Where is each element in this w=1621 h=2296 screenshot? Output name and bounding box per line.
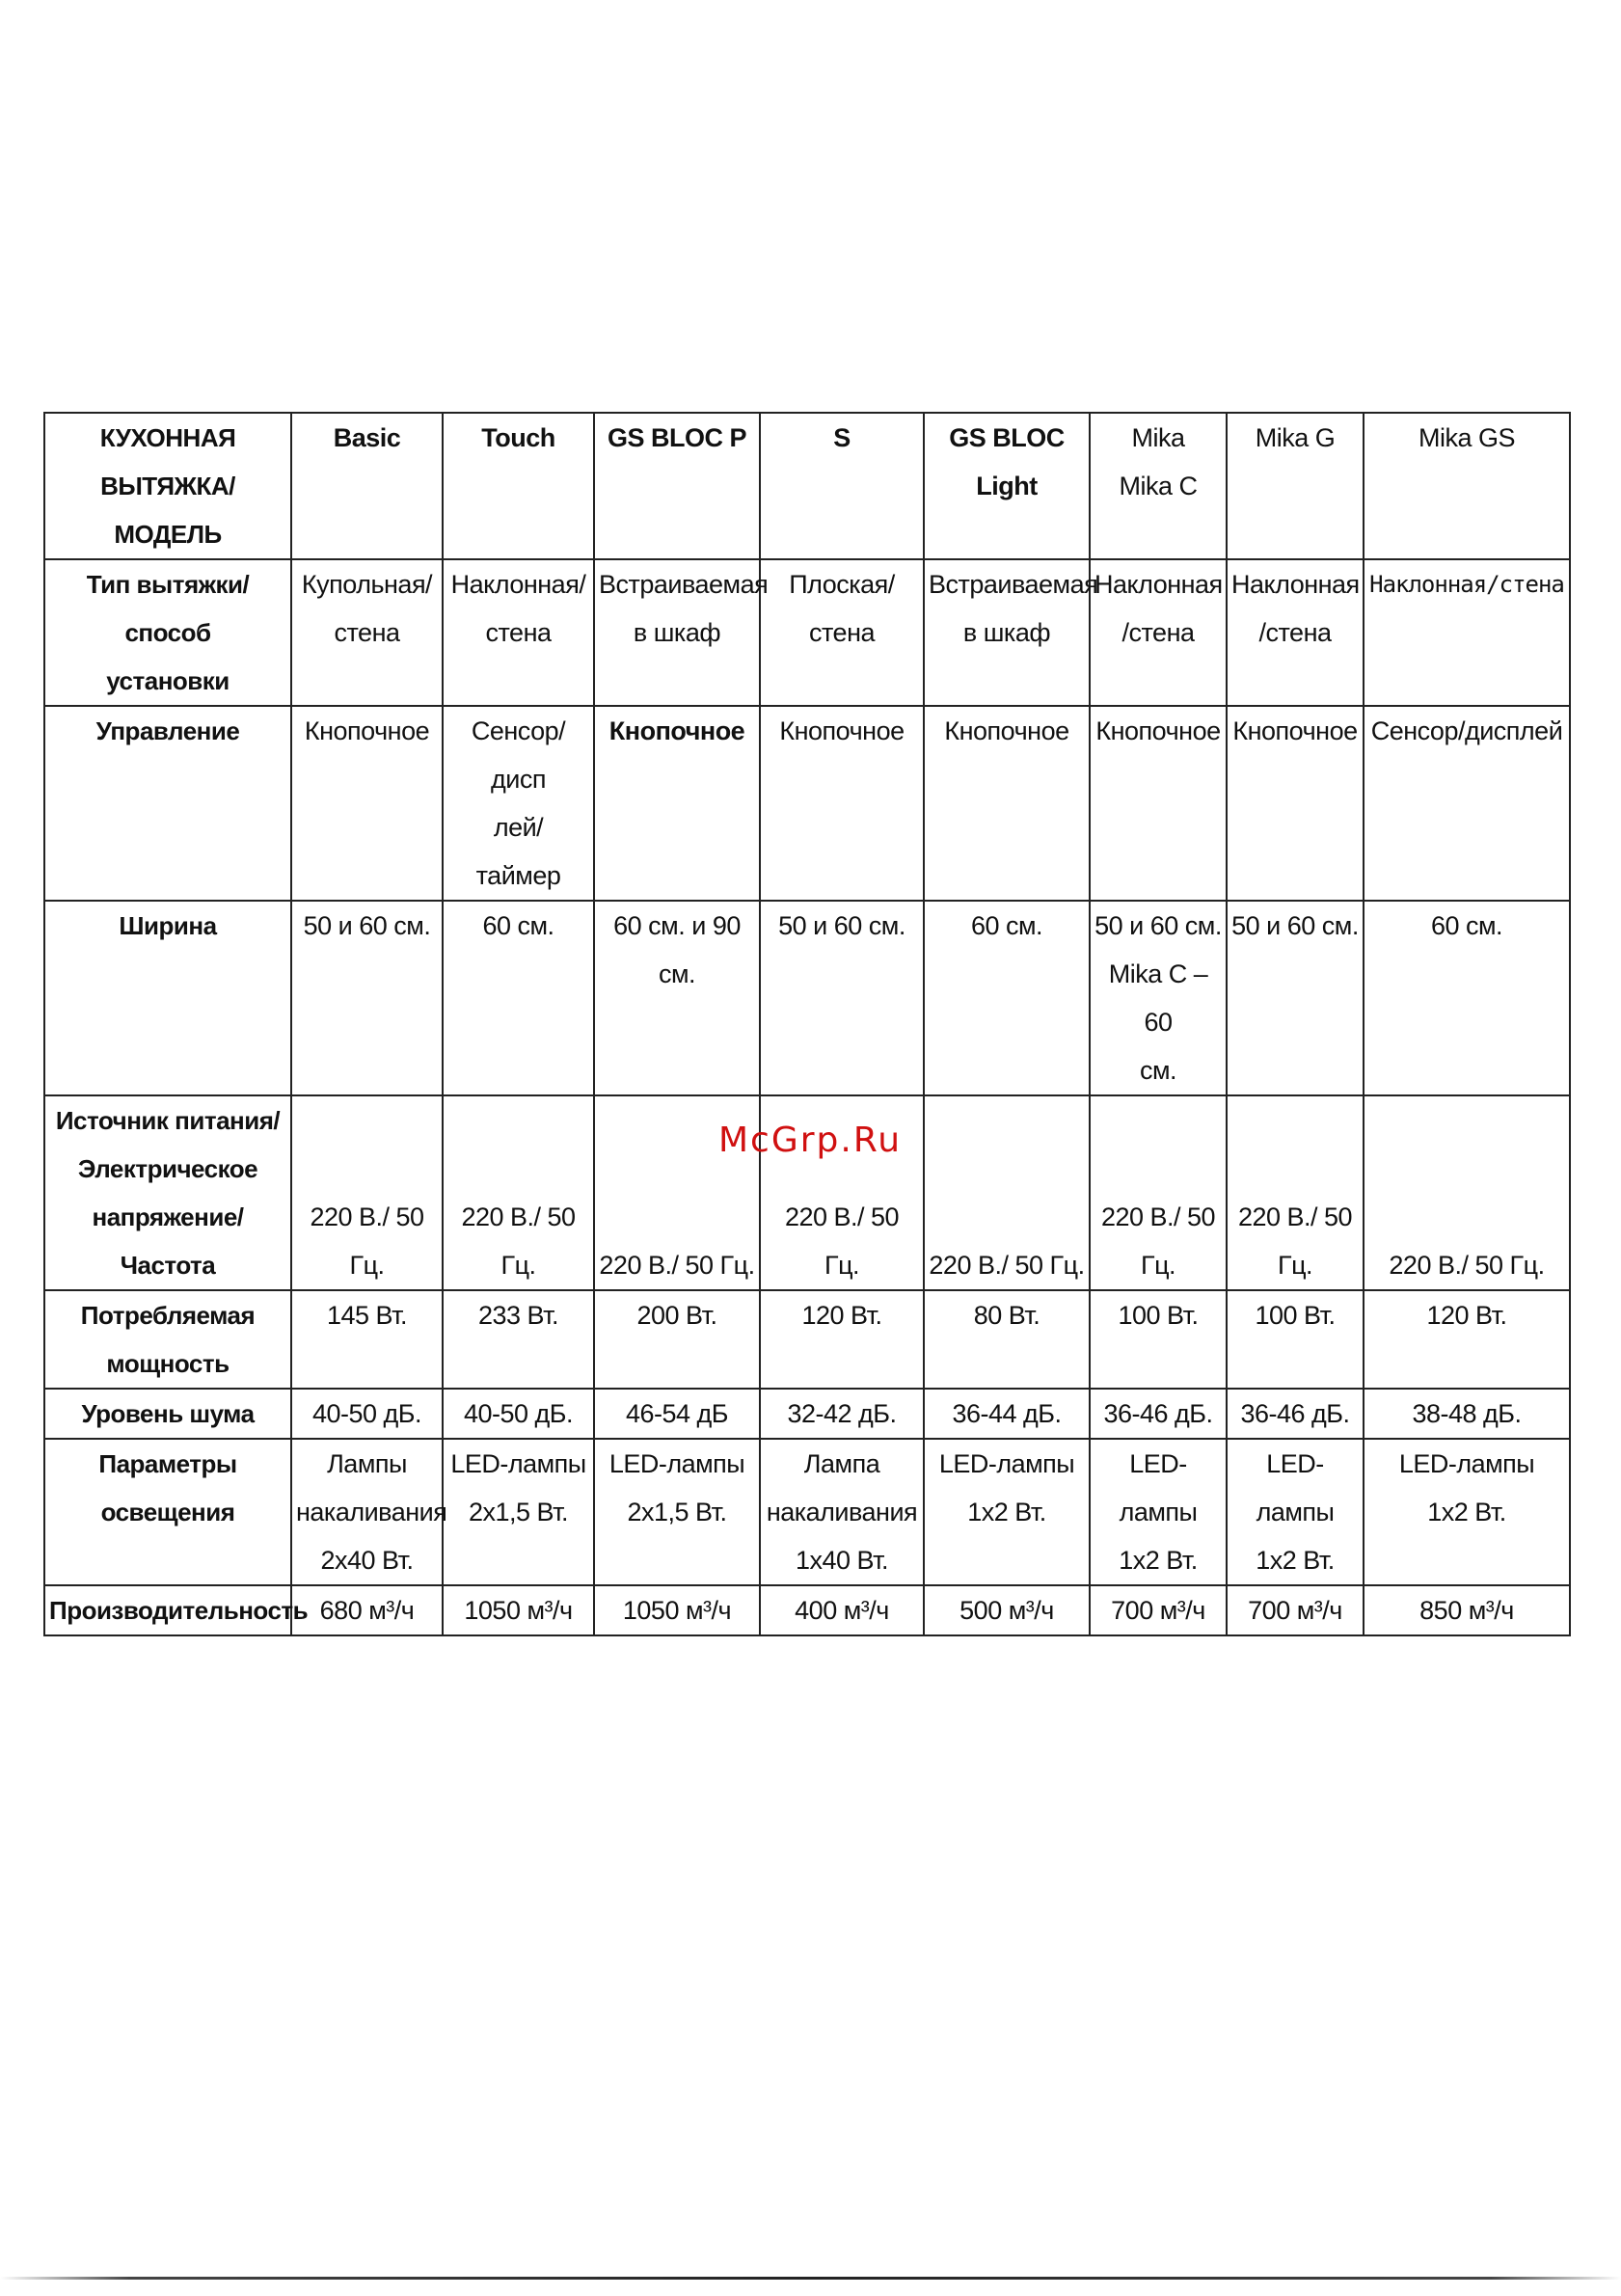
model-header-cell — [924, 413, 1090, 559]
table-cell — [760, 1585, 924, 1635]
cell-line: Touch — [481, 423, 555, 452]
row-label-cell — [44, 1585, 309, 1635]
cell-line: LED-лампы — [450, 1449, 586, 1478]
row-label-cell — [44, 1290, 291, 1389]
table-row — [44, 706, 1570, 901]
table-cell — [924, 559, 1098, 706]
table-cell — [924, 1290, 1090, 1389]
table-cell — [291, 559, 443, 706]
cell-line: Электрическое — [77, 1154, 258, 1183]
row-label-cell — [44, 1095, 291, 1290]
table-cell — [1227, 559, 1364, 706]
table-cell — [594, 1585, 760, 1635]
cell-line: см. — [1139, 1056, 1177, 1085]
table-cell — [1227, 1585, 1364, 1635]
cell-line: Сенсор/дисп — [471, 716, 566, 794]
cell-line: 145 Вт. — [326, 1301, 408, 1330]
cell-line: 2х1,5 Вт. — [627, 1498, 727, 1526]
model-header-cell — [594, 413, 760, 559]
cell-line: 38-48 дБ. — [1412, 1399, 1522, 1428]
cell-line: 233 Вт. — [477, 1301, 559, 1330]
cell-line: КУХОННАЯ — [99, 423, 236, 452]
table-cell — [1090, 559, 1227, 706]
cell-line: 36-46 дБ. — [1103, 1399, 1213, 1428]
cell-line: 220 В./ 50 Гц. — [1389, 1251, 1545, 1280]
cell-line: накаливания — [296, 1498, 447, 1526]
table-cell — [443, 1095, 594, 1290]
table-cell — [1364, 706, 1570, 901]
cell-line: 40-50 дБ. — [463, 1399, 574, 1428]
cell-line: 1х2 Вт. — [1119, 1546, 1198, 1575]
cell-line: Тип вытяжки/способ — [86, 570, 250, 647]
cell-line: 220 В./ 50 — [1100, 1202, 1216, 1231]
table-cell — [924, 706, 1090, 901]
cell-line: 120 Вт. — [801, 1301, 882, 1330]
table-row — [44, 1290, 1570, 1389]
cell-line: 220 В./ 50 — [310, 1202, 424, 1231]
cell-line: Гц. — [349, 1251, 385, 1280]
cell-line: Кнопочное — [779, 716, 905, 745]
cell-line: 100 Вт. — [1118, 1301, 1199, 1330]
model-header-cell — [1227, 413, 1364, 559]
cell-line: напряжение/ — [92, 1202, 244, 1231]
cell-line: 500 м³/ч — [959, 1596, 1054, 1625]
cell-line: Mika C — [1119, 472, 1198, 500]
cell-line: Частота — [120, 1251, 216, 1280]
table-cell — [291, 1290, 443, 1389]
model-header-cell — [1090, 413, 1227, 559]
cell-line: в шкаф — [962, 618, 1051, 647]
table-cell — [1227, 1389, 1364, 1439]
cell-line: 220 В./ 50 — [1237, 1202, 1353, 1231]
table-row — [44, 1389, 1570, 1439]
cell-line: 100 Вт. — [1255, 1301, 1336, 1330]
cell-line: Сенсор/дисплей — [1370, 716, 1563, 745]
cell-line: 40-50 дБ. — [311, 1399, 422, 1428]
cell-line: Лампы — [327, 1449, 407, 1478]
table-cell — [924, 901, 1090, 1095]
row-label-cell — [44, 1439, 291, 1585]
cell-line: стена — [485, 618, 552, 647]
table-cell — [291, 1389, 443, 1439]
cell-line: лей/ — [493, 813, 544, 842]
cell-line: Производительность — [49, 1596, 309, 1625]
cell-line: 32-42 дБ. — [787, 1399, 897, 1428]
cell-line: 220 В./ 50 — [461, 1202, 576, 1231]
table-cell — [443, 901, 594, 1095]
table-cell — [924, 1389, 1090, 1439]
cell-line: Наклонная — [1094, 570, 1223, 599]
specs-comparison-table — [43, 412, 1571, 1636]
table-row — [44, 1585, 1570, 1635]
cell-line: Гц. — [1140, 1251, 1176, 1280]
table-cell — [443, 559, 594, 706]
cell-line: 1х2 Вт. — [1427, 1498, 1506, 1526]
cell-line: 36-46 дБ. — [1240, 1399, 1350, 1428]
cell-line: Наклонная/ — [450, 570, 586, 599]
cell-line: Наклонная/стена — [1369, 571, 1564, 598]
cell-line: 1х2 Вт. — [1256, 1546, 1335, 1575]
table-cell — [760, 1290, 924, 1389]
table-cell — [760, 1439, 924, 1585]
table-cell — [760, 706, 924, 901]
model-header-cell — [1364, 413, 1570, 559]
cell-line: Mika GS — [1418, 423, 1516, 452]
cell-line: 50 и 60 см. — [1231, 911, 1359, 940]
cell-line: Управление — [95, 716, 240, 745]
cell-line: Кнопочное — [1095, 716, 1221, 745]
cell-line: Mika G — [1255, 423, 1336, 452]
table-cell — [291, 901, 443, 1095]
cell-line: Купольная/ — [301, 570, 433, 599]
table-row — [44, 901, 1570, 1095]
table-cell — [1227, 1095, 1364, 1290]
cell-line: 1050 м³/ч — [622, 1596, 732, 1625]
cell-line: Гц. — [1277, 1251, 1313, 1280]
table-cell — [1090, 1290, 1227, 1389]
cell-line: Потребляемая — [80, 1301, 256, 1330]
cell-line: 2х1,5 Вт. — [468, 1498, 569, 1526]
cell-line: 60 см. — [1430, 911, 1503, 940]
cell-line: установки — [106, 666, 230, 695]
header-row — [44, 413, 1570, 559]
table-cell — [291, 1095, 443, 1290]
row-label-cell — [44, 901, 291, 1095]
table-cell — [594, 559, 769, 706]
cell-line: Кнопочное — [304, 716, 430, 745]
cell-line: стена — [334, 618, 400, 647]
cell-line: освещения — [100, 1498, 235, 1526]
cell-line: S — [833, 423, 851, 452]
table-cell — [1227, 1439, 1364, 1585]
cell-line: Кнопочное — [944, 716, 1069, 745]
table-cell — [1364, 1439, 1570, 1585]
cell-line: Встраиваемая — [599, 570, 769, 599]
table-cell — [443, 1290, 594, 1389]
table-cell — [443, 706, 594, 901]
table-cell — [1090, 706, 1227, 901]
row-label-cell — [44, 1389, 291, 1439]
table-cell — [1090, 1585, 1227, 1635]
cell-line: LED-лампы — [1256, 1449, 1335, 1526]
cell-line: 46-54 дБ — [625, 1399, 729, 1428]
table-cell — [1364, 1095, 1570, 1290]
cell-line: GS BLOC P — [607, 423, 746, 452]
cell-line: таймер — [475, 861, 561, 890]
table-cell — [594, 1290, 760, 1389]
table-cell — [924, 1439, 1090, 1585]
cell-line: 1050 м³/ч — [464, 1596, 573, 1625]
table-cell — [443, 1439, 594, 1585]
table-cell — [760, 1389, 924, 1439]
cell-line: Mika C – 60 — [1108, 959, 1208, 1037]
cell-line: GS BLOC Light — [949, 423, 1065, 500]
cell-line: LED-лампы — [608, 1449, 745, 1478]
cell-line: Наклонная — [1231, 570, 1360, 599]
table-cell — [924, 1585, 1090, 1635]
table-cell — [1364, 901, 1570, 1095]
cell-line: Уровень шума — [81, 1399, 255, 1428]
cell-line: LED-лампы — [1398, 1449, 1535, 1478]
cell-line: Параметры — [98, 1449, 237, 1478]
cell-line: 50 и 60 см. — [778, 911, 905, 940]
table-cell — [760, 559, 924, 706]
table-cell — [1227, 901, 1364, 1095]
table-cell — [594, 1389, 760, 1439]
table-cell — [594, 1439, 760, 1585]
cell-line: Кнопочное — [1232, 716, 1358, 745]
page-bottom-divider — [0, 2277, 1621, 2280]
row-label-cell — [44, 559, 291, 706]
cell-line: мощность — [106, 1349, 230, 1378]
watermark-text: McGrp.Ru — [718, 1121, 903, 1160]
cell-line: 50 и 60 см. — [303, 911, 431, 940]
table-cell — [924, 1095, 1090, 1290]
cell-line: 700 м³/ч — [1111, 1596, 1205, 1625]
cell-line: 60 см. — [970, 911, 1043, 940]
table-body — [44, 413, 1570, 1635]
cell-line: 120 Вт. — [1426, 1301, 1507, 1330]
table-cell — [291, 706, 443, 901]
table-cell — [760, 901, 924, 1095]
cell-line: 1х40 Вт. — [795, 1546, 889, 1575]
cell-line: 36-44 дБ. — [952, 1399, 1062, 1428]
table-cell — [443, 1585, 594, 1635]
cell-line: 700 м³/ч — [1248, 1596, 1342, 1625]
cell-line: стена — [808, 618, 875, 647]
table-cell — [1227, 706, 1364, 901]
table-cell — [1090, 901, 1227, 1095]
table-cell — [1090, 1095, 1227, 1290]
cell-line: Basic — [333, 423, 401, 452]
table-cell — [1090, 1439, 1227, 1585]
table-cell — [1364, 1389, 1570, 1439]
cell-line: 50 и 60 см. — [1094, 911, 1222, 940]
cell-line: в шкаф — [633, 618, 721, 647]
table-cell — [1227, 1290, 1364, 1389]
cell-line: /стена — [1258, 618, 1332, 647]
table-cell — [291, 1585, 443, 1635]
cell-line: LED-лампы — [938, 1449, 1075, 1478]
cell-line: 1х2 Вт. — [967, 1498, 1046, 1526]
table-cell — [594, 901, 760, 1095]
row-label-cell — [44, 706, 291, 901]
table-cell — [1090, 1389, 1227, 1439]
cell-line: 400 м³/ч — [795, 1596, 889, 1625]
cell-line: ВЫТЯЖКА/МОДЕЛЬ — [100, 472, 235, 549]
cell-line: 680 м³/ч — [319, 1596, 415, 1625]
table-row — [44, 1439, 1570, 1585]
cell-line: 2х40 Вт. — [320, 1546, 414, 1575]
cell-line: 850 м³/ч — [1419, 1596, 1514, 1625]
cell-line: /стена — [1121, 618, 1195, 647]
cell-line: Гц. — [500, 1251, 536, 1280]
cell-line: Ширина — [119, 911, 217, 940]
cell-line: 60 см. и 90 см. — [613, 911, 741, 988]
table-cell — [443, 1389, 594, 1439]
table-cell — [594, 706, 760, 901]
cell-line: накаливания — [766, 1498, 918, 1526]
table-cell — [1364, 559, 1570, 706]
table-cell — [1364, 1585, 1570, 1635]
cell-line: 200 Вт. — [636, 1301, 717, 1330]
cell-line: 80 Вт. — [973, 1301, 1040, 1330]
table-row — [44, 559, 1570, 706]
cell-line: 220 В./ 50 Гц. — [599, 1251, 755, 1280]
table-cell — [1364, 1290, 1570, 1389]
cell-line: LED-лампы — [1119, 1449, 1198, 1526]
cell-line: Лампа — [803, 1449, 880, 1478]
model-header-cell — [760, 413, 924, 559]
cell-line: 220 В./ 50 Гц. — [784, 1202, 900, 1280]
table-cell — [291, 1439, 447, 1585]
corner-header-cell — [44, 413, 291, 559]
model-header-cell — [443, 413, 594, 559]
cell-line: Источник питания/ — [55, 1106, 281, 1135]
cell-line: Mika — [1131, 423, 1185, 452]
cell-line: Кнопочное — [608, 716, 745, 745]
cell-line: 60 см. — [482, 911, 554, 940]
cell-line: Плоская/ — [789, 570, 895, 599]
cell-line: 220 В./ 50 Гц. — [929, 1251, 1085, 1280]
cell-line: Встраиваемая — [929, 570, 1098, 599]
model-header-cell — [291, 413, 443, 559]
